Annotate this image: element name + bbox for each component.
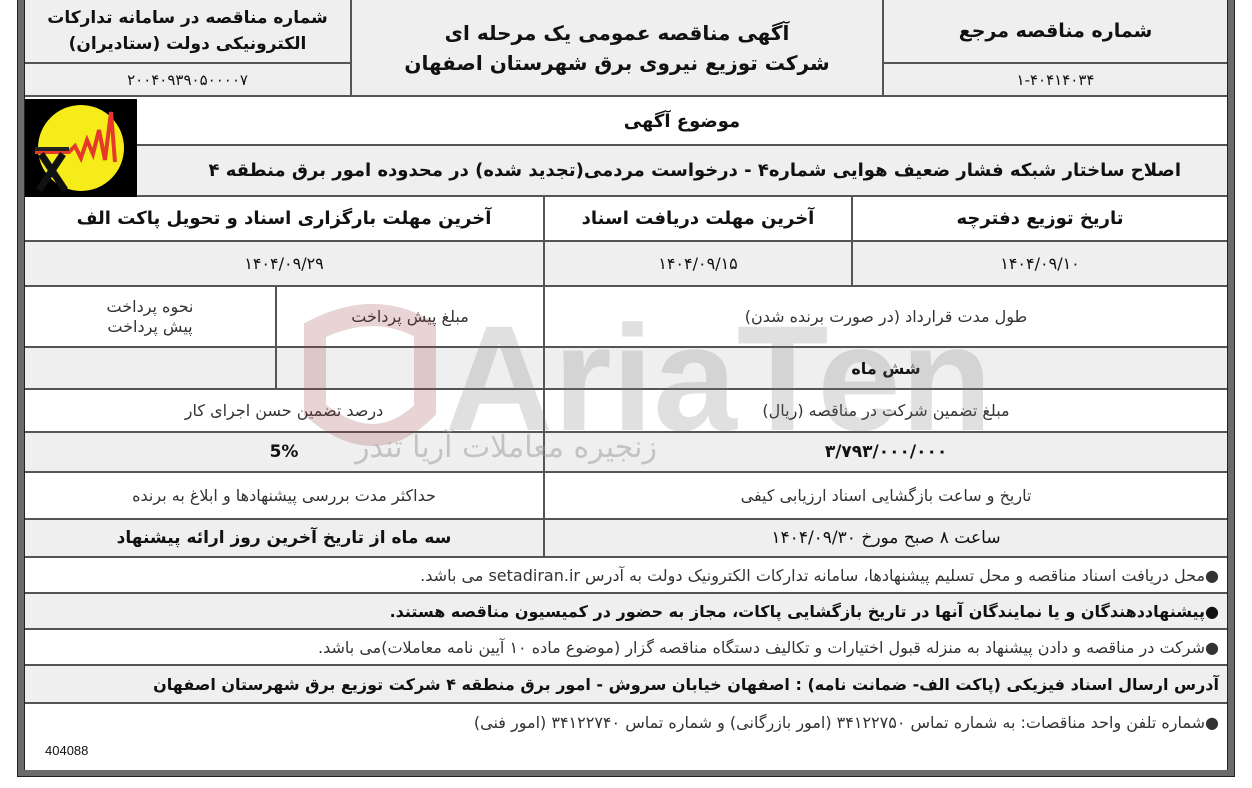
receive-deadline-header: آخرین مهلت دریافت اسناد [543,197,851,240]
notice-title-line2: شرکت توزیع نیروی برق شهرستان اصفهان [404,50,830,75]
subject-text-row [137,146,1227,197]
contract-duration-value: شش ماه [543,348,1227,388]
bid-guarantee-value: ۳/۷۹۳/۰۰۰/۰۰۰ [543,433,1227,471]
prepayment-method-label: نحوه پرداخت پیش پرداخت [106,296,194,336]
tender-notice-document [18,0,1234,776]
reference-number-block [882,0,1227,95]
notice-title-block [350,0,882,95]
review-period-value: سه ماه از تاریخ آخرین روز ارائه پیشنهاد [116,528,452,548]
contract-label-row [25,287,1227,348]
performance-guarantee-value: 5% [269,442,299,462]
booklet-date-value: ۱۴۰۴/۰۹/۱۰ [851,242,1227,285]
bid-guarantee-label: مبلغ تضمین شرکت در مناقصه (ریال) [543,390,1227,431]
opening-date-value: ساعت ۸ صبح مورخ ۱۴۰۴/۰۹/۳۰ [543,520,1227,556]
prepayment-amount-label: مبلغ پیش پرداخت [275,287,543,346]
note-physical-address: آدرس ارسال اسناد فیزیکی (پاکت الف- ضمانت نامه) : اصفهان خیابان سروش - امور برق منطقه ۴ شرکت توزیع برق شهرستان اصفهان [25,666,1227,704]
reference-number-value: ۱-۴۰۴۱۴۰۳۴ [884,62,1227,95]
opening-label-row [25,473,1227,520]
svg-text:AriaTender: AriaTen [445,294,993,462]
watermark-tagline: زنجیره معاملات آریا تندر [355,430,657,465]
dates-value-row [25,242,1227,287]
note-participation-terms: ●شرکت در مناقصه و دادن پیشنهاد به منزله قبول اختیارات و تکالیف دستگاه مناقصه گزار (موضوع ماده ۱۰ آیین نامه معاملات)می باشد. [25,630,1227,666]
subject-text: اصلاح ساختار شبکه فشار ضعیف هوایی شماره۴ - درخواست مردمی(تجدید شده) در محدوده امور برق منطقه ۴ [208,160,1181,181]
setad-label-line1: شماره مناقصه در سامانه تدارکات [47,8,328,28]
note-phone-numbers: ●شماره تلفن واحد مناقصات: به شماره تماس ۳۴۱۲۲۷۵۰ (امور بازرگانی) و شماره تماس ۳۴۱۲۲۷۴۰ (امور فنی) [25,704,1227,740]
guarantee-label-row [25,390,1227,433]
subject-label: موضوع آگهی [623,111,741,132]
upload-deadline-value: ۱۴۰۴/۰۹/۲۹ [244,254,324,273]
prepayment-method-value [25,348,275,388]
prepayment-amount-value [275,348,543,388]
electric-tower-logo-icon [25,99,137,197]
subject-label-row [137,99,1227,146]
dates-header-row [25,197,1227,242]
receive-deadline-value: ۱۴۰۴/۰۹/۱۵ [543,242,851,285]
performance-guarantee-label: درصد تضمین حسن اجرای کار [184,401,384,420]
notice-code: 404088 [45,743,89,758]
booklet-date-header: تاریخ توزیع دفترچه [851,197,1227,240]
contract-duration-label: طول مدت قرارداد (در صورت برنده شدن) [543,287,1227,346]
setad-label-line2: الکترونیکی دولت (ستادیران) [68,34,307,54]
notice-header [25,0,1227,97]
review-period-label: حداکثر مدت بررسی پیشنهادها و ابلاغ به برنده [132,486,436,505]
opening-value-row [25,520,1227,558]
opening-date-label: تاریخ و ساعت بازگشایی اسناد ارزیابی کیفی [543,473,1227,518]
setad-number-block [25,0,350,95]
upload-deadline-header: آخرین مهلت بارگزاری اسناد و تحویل پاکت الف [76,208,492,229]
reference-number-label: شماره مناقصه مرجع [958,20,1153,42]
note-documents-location: ●محل دریافت اسناد مناقصه و محل تسلیم پیشنهادها، سامانه تدارکات الکترونیک دولت به آدرس setadiran.ir می باشد. [25,558,1227,594]
setad-number-value: ۲۰۰۴۰۹۳۹۰۵۰۰۰۰۷ [25,62,350,95]
notice-title-line1: آگهی مناقصه عمومی یک مرحله ای [444,20,790,45]
contract-value-row [25,348,1227,390]
note-bidder-attendance: ●پیشنهاددهندگان و یا نمایندگان آنها در تاریخ بازگشایی پاکات، مجاز به حضور در کمیسیون مناقصه هستند. [25,594,1227,630]
